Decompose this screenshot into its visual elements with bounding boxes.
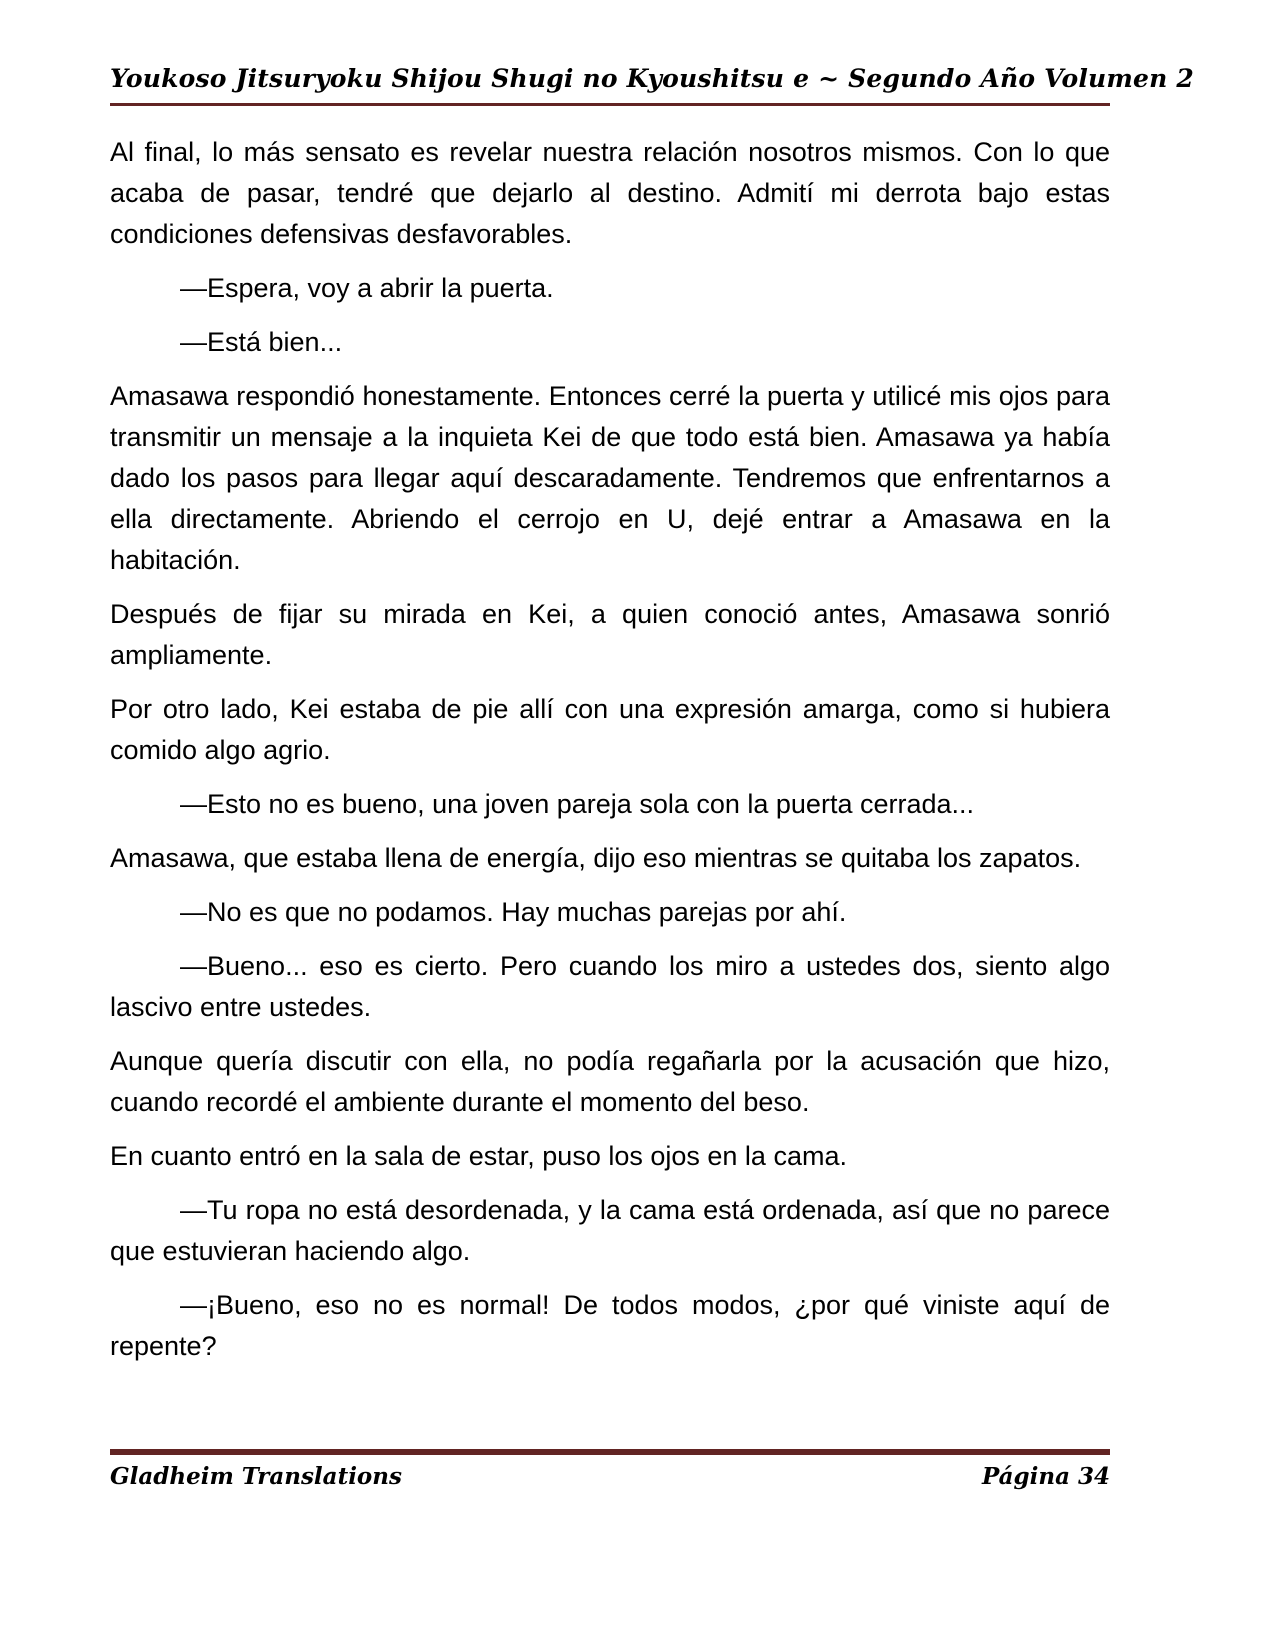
paragraph: Aunque quería discutir con ella, no podía regañarla por la acusación que hizo, cuando recordé el ambiente durante el momento del beso. <box>110 1046 1110 1117</box>
paragraph: —Espera, voy a abrir la puerta. <box>180 273 554 303</box>
paragraph: Amasawa respondió honestamente. Entonces cerré la puerta y utilicé mis ojos para transmitir un mensaje a la inquieta Kei de que todo está bien. Amasawa ya había dado los pasos para llegar aquí descaradamente. Tendremos que enfrentarnos a ella directamente. Abriendo el cerrojo en U, dejé entrar a Amasawa en la habitación. <box>110 381 1110 575</box>
paragraph: Después de fijar su mirada en Kei, a quien conoció antes, Amasawa sonrió ampliamente. <box>110 599 1110 670</box>
paragraph: Al final, lo más sensato es revelar nuestra relación nosotros mismos. Con lo que acaba de pasar, tendré que dejarlo al destino. Admití mi derrota bajo estas condiciones defensivas desfavorables. <box>110 137 1110 249</box>
paragraph: —Está bien... <box>180 327 343 357</box>
paragraph: Por otro lado, Kei estaba de pie allí con una expresión amarga, como si hubiera comido algo agrio. <box>110 694 1110 765</box>
paragraph: En cuanto entró en la sala de estar, puso los ojos en la cama. <box>110 1141 847 1171</box>
page-footer <box>110 1449 1110 1490</box>
paragraph: —Esto no es bueno, una joven pareja sola con la puerta cerrada... <box>180 789 975 819</box>
page-body <box>110 132 1110 1380</box>
footer-rule <box>110 1449 1110 1455</box>
paragraph: —No es que no podamos. Hay muchas parejas por ahí. <box>180 897 847 927</box>
page-header <box>110 64 1195 106</box>
footer-translator: Gladheim Translations <box>110 1463 402 1490</box>
header-title: Youkoso Jitsuryoku Shijou Shugi no Kyoushitsu e ~ Segundo Año Volumen 2 <box>110 64 1195 93</box>
paragraph: —¡Bueno, eso no es normal! De todos modos, ¿por qué viniste aquí de repente? <box>110 1290 1110 1361</box>
paragraph: —Bueno... eso es cierto. Pero cuando los miro a ustedes dos, siento algo lascivo entre ustedes. <box>110 951 1110 1022</box>
footer-row <box>110 1463 1110 1490</box>
footer-page-number: Página 34 <box>981 1463 1110 1490</box>
paragraph: —Tu ropa no está desordenada, y la cama está ordenada, así que no parece que estuvieran haciendo algo. <box>110 1195 1110 1266</box>
paragraph: Amasawa, que estaba llena de energía, dijo eso mientras se quitaba los zapatos. <box>110 843 1082 873</box>
